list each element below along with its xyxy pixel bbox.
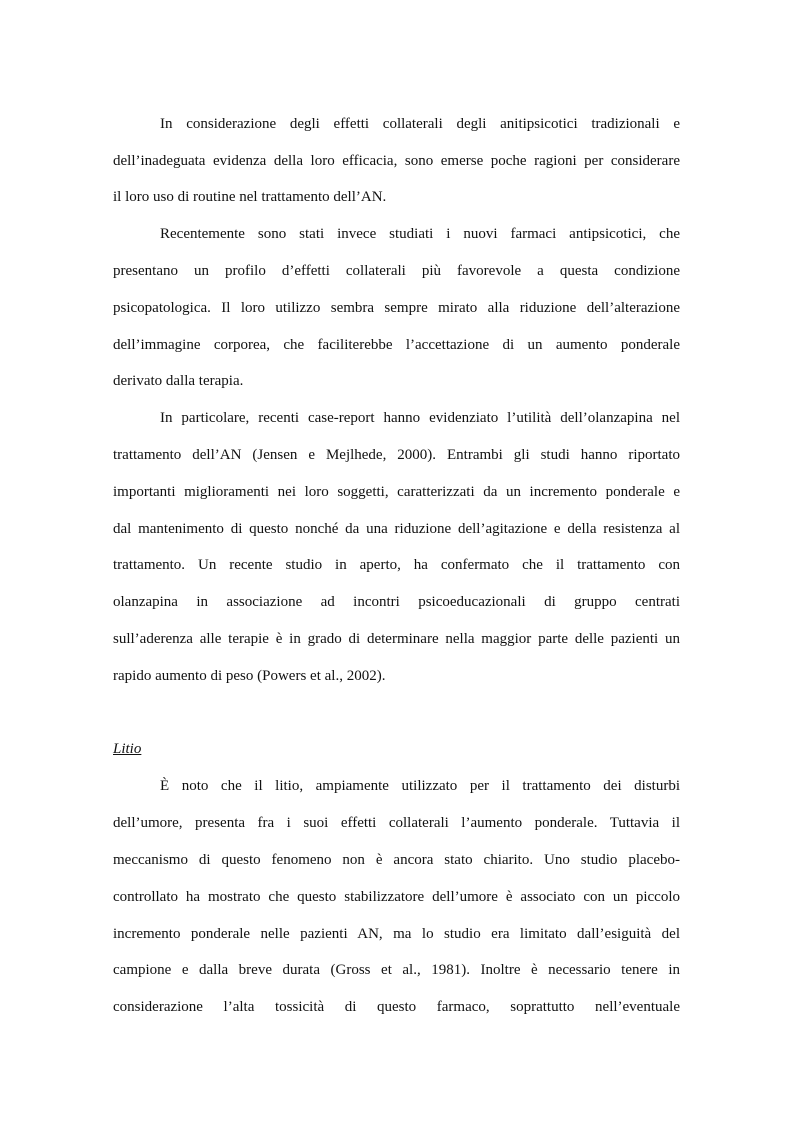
paragraph-3-line-5: trattamento. Un recente studio in aperto, ha confermato che il trattamento con bbox=[113, 557, 680, 573]
paragraph-3-line-7: sull’aderenza alle terapie è in grado di determinare nella maggior parte delle pazienti un bbox=[113, 631, 680, 647]
paragraph-2-line-4: dell’immagine corporea, che faciliterebbe l’accettazione di un aumento ponderale bbox=[113, 337, 680, 353]
paragraph-2-line-5: derivato dalla terapia. bbox=[113, 373, 244, 389]
section-heading: Litio bbox=[113, 741, 142, 757]
section-paragraph-line-7: considerazione l’alta tossicità di questo farmaco, soprattutto nell’eventuale bbox=[113, 999, 680, 1015]
paragraph-2-line-2: presentano un profilo d’effetti collaterali più favorevole a questa condizione bbox=[113, 263, 680, 279]
paragraph-3-line-4: dal mantenimento di questo nonché da una riduzione dell’agitazione e della resistenza al bbox=[113, 521, 680, 537]
paragraph-3-line-2: trattamento dell’AN (Jensen e Mejlhede, 2000). Entrambi gli studi hanno riportato bbox=[113, 447, 680, 463]
paragraph-2-line-1: Recentemente sono stati invece studiati i nuovi farmaci antipsicotici, che bbox=[160, 226, 680, 242]
paragraph-3-line-3: importanti miglioramenti nei loro soggetti, caratterizzati da un incremento ponderale e bbox=[113, 484, 680, 500]
section-paragraph-line-1: È noto che il litio, ampiamente utilizzato per il trattamento dei disturbi bbox=[160, 778, 680, 794]
section-paragraph-line-6: campione e dalla breve durata (Gross et al., 1981). Inoltre è necessario tenere in bbox=[113, 962, 680, 978]
section-paragraph-line-4: controllato ha mostrato che questo stabilizzatore dell’umore è associato con un piccolo bbox=[113, 889, 680, 905]
paragraph-3-line-6: olanzapina in associazione ad incontri psicoeducazionali di gruppo centrati bbox=[113, 594, 680, 610]
paragraph-1-line-3: il loro uso di routine nel trattamento dell’AN. bbox=[113, 189, 387, 205]
paragraph-2-line-3: psicopatologica. Il loro utilizzo sembra sempre mirato alla riduzione dell’alterazione bbox=[113, 300, 680, 316]
section-paragraph-line-3: meccanismo di questo fenomeno non è ancora stato chiarito. Uno studio placebo- bbox=[113, 852, 680, 868]
paragraph-1-line-2: dell’inadeguata evidenza della loro efficacia, sono emerse poche ragioni per considerare bbox=[113, 153, 680, 169]
section-paragraph-line-2: dell’umore, presenta fra i suoi effetti collaterali l’aumento ponderale. Tuttavia il bbox=[113, 815, 680, 831]
paragraph-3-line-8: rapido aumento di peso (Powers et al., 2002). bbox=[113, 668, 386, 684]
paragraph-3-line-1: In particolare, recenti case-report hanno evidenziato l’utilità dell’olanzapina nel bbox=[160, 410, 680, 426]
section-paragraph-line-5: incremento ponderale nelle pazienti AN, ma lo studio era limitato dall’esiguità del bbox=[113, 926, 680, 942]
paragraph-1-line-1: In considerazione degli effetti collaterali degli anitipsicotici tradizionali e bbox=[160, 116, 680, 132]
